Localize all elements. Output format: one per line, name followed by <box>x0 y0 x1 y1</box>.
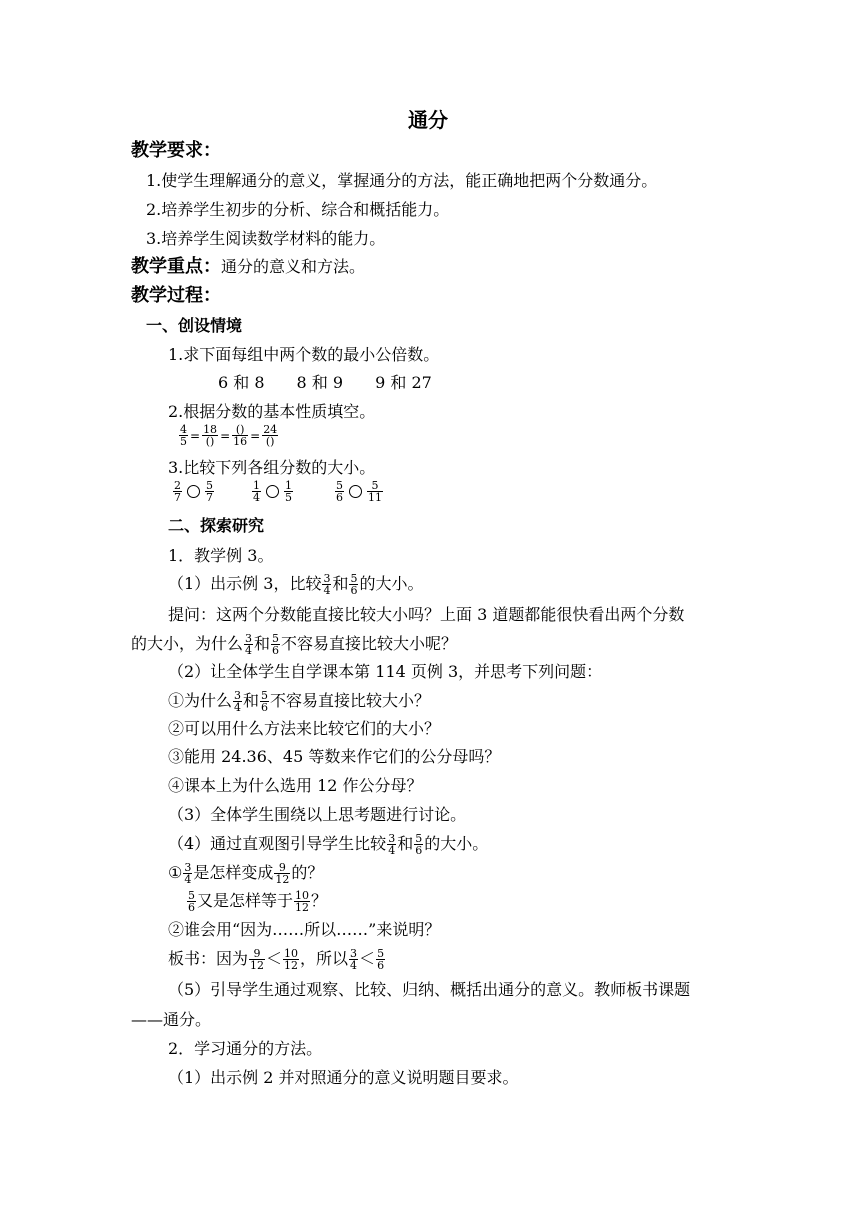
requirement-item: 3.培养学生阅读数学材料的能力。 <box>146 229 386 248</box>
lcm-pair: 9 和 27 <box>375 373 432 392</box>
fraction: $\frac{5}{7}$ <box>206 479 213 504</box>
part1-q1: 1.求下面每组中两个数的最小公倍数。 <box>168 345 440 364</box>
fraction: $\frac{3}{4}$ <box>323 572 331 597</box>
fraction: $\frac{5}{6}$ <box>350 572 358 597</box>
blank-circle-icon <box>349 485 362 498</box>
p2-line: （4）通过直观图引导学生比较 $\frac{3}{4}$ 和 $\frac{5}{6}$ 的大小。 <box>168 832 489 857</box>
part1-heading: 一、创设情境 <box>146 316 243 335</box>
lcm-pair: 6 和 8 <box>218 373 265 392</box>
p2-line: 1．教学例 3。 <box>168 546 274 565</box>
fill-blank-equation: $\frac{4}{5}$ = $\frac{18}{()}$ = $\frac{()}{16}$ = $\frac{24}{()}$ <box>180 423 278 448</box>
lcm-pair: 8 和 9 <box>296 373 344 392</box>
fraction: $\frac{5}{6}$ <box>415 832 423 857</box>
p2-line: ③能用 24.36、45 等数来作它们的公分母吗？ <box>168 747 501 766</box>
compare-pairs <box>172 480 384 503</box>
p2-line: （3）全体学生围绕以上思考题进行讨论。 <box>168 805 467 824</box>
p2-line: （5）引导学生通过观察、比较、归纳、概括出通分的意义。教师板书课题 <box>168 980 691 999</box>
lcm-pairs <box>218 373 432 393</box>
fraction: $\frac{10}{12}$ <box>284 947 299 972</box>
blank-circle-icon <box>266 485 279 498</box>
key-points-text: 通分的意义和方法。 <box>221 257 366 276</box>
part1-q3: 3.比较下列各组分数的大小。 <box>168 458 376 477</box>
p2-line: （1）出示例 3，比较 $\frac{3}{4}$ 和 $\frac{5}{6}$ 的大小。 <box>168 572 424 597</box>
p2-line: ① $\frac{3}{4}$ 是怎样变成 $\frac{9}{12}$ 的？ <box>168 861 324 886</box>
p2-line: 提问：这两个分数能直接比较大小吗？上面 3 道题都能很快看出两个分数 <box>168 605 685 624</box>
p2-line: （2）让全体学生自学课本第 114 页例 3，并思考下列问题： <box>168 662 603 681</box>
fraction: $\frac{24}{()}$ <box>263 423 278 448</box>
fraction: $\frac{4}{5}$ <box>180 423 187 448</box>
fraction: $\frac{5}{11}$ <box>368 479 382 504</box>
fraction: $\frac{5}{6}$ <box>261 689 269 714</box>
requirements-heading: 教学要求： <box>131 140 221 161</box>
fraction: $\frac{5}{6}$ <box>188 889 195 914</box>
p2-line: ②谁会用“因为……所以……”来说明？ <box>168 920 441 939</box>
p2-line: ①为什么 $\frac{3}{4}$ 和 $\frac{5}{6}$ 不容易直接比较大小？ <box>168 689 431 714</box>
p2-line: 2．学习通分的方法。 <box>168 1039 323 1058</box>
fraction: $\frac{3}{4}$ <box>245 632 253 657</box>
p2-line: ——通分。 <box>131 1010 212 1029</box>
requirement-item: 1.使学生理解通分的意义，掌握通分的方法，能正确地把两个分数通分。 <box>146 171 658 190</box>
p2-line: ④课本上为什么选用 12 作公分母？ <box>168 776 423 795</box>
p2-line: 的大小，为什么 $\frac{3}{4}$ 和 $\frac{5}{6}$ 不容易直接比较大小呢？ <box>131 632 458 657</box>
fraction: $\frac{3}{4}$ <box>184 861 192 886</box>
fraction: $\frac{5}{6}$ <box>377 947 385 972</box>
key-points-heading: 教学重点： <box>131 256 221 277</box>
part1-q2: 2.根据分数的基本性质填空。 <box>168 402 376 421</box>
fraction: $\frac{2}{7}$ <box>174 479 181 504</box>
part2-heading: 二、探索研究 <box>168 516 265 535</box>
p2-line: ②可以用什么方法来比较它们的大小？ <box>168 719 441 738</box>
fraction: $\frac{3}{4}$ <box>388 832 396 857</box>
fraction: $\frac{18}{()}$ <box>203 423 218 448</box>
fraction: $\frac{1}{5}$ <box>285 479 292 504</box>
fraction: $\frac{9}{12}$ <box>250 947 265 972</box>
fraction: $\frac{5}{6}$ <box>272 632 280 657</box>
fraction: $\frac{()}{16}$ <box>233 423 248 448</box>
blank-circle-icon <box>187 485 200 498</box>
p2-line: 板书：因为 $\frac{9}{12}$ ＜ $\frac{10}{12}$ ，所以 $\frac{3}{4}$ ＜ $\frac{5}{6}$ <box>168 947 385 972</box>
p2-line: $\frac{5}{6}$ 又是怎样等于 $\frac{10}{12}$ ？ <box>188 889 328 914</box>
fraction: $\frac{10}{12}$ <box>295 889 310 914</box>
page-title: 通分 <box>408 108 448 132</box>
requirement-item: 2.培养学生初步的分析、综合和概括能力。 <box>146 200 450 219</box>
p2-line: （1）出示例 2 并对照通分的意义说明题目要求。 <box>168 1068 519 1087</box>
process-heading: 教学过程： <box>131 285 221 306</box>
fraction: $\frac{3}{4}$ <box>234 689 242 714</box>
fraction: $\frac{9}{12}$ <box>275 861 290 886</box>
fraction: $\frac{1}{4}$ <box>253 479 260 504</box>
key-points <box>131 256 365 278</box>
fraction: $\frac{5}{6}$ <box>336 479 343 504</box>
fraction: $\frac{3}{4}$ <box>350 947 358 972</box>
